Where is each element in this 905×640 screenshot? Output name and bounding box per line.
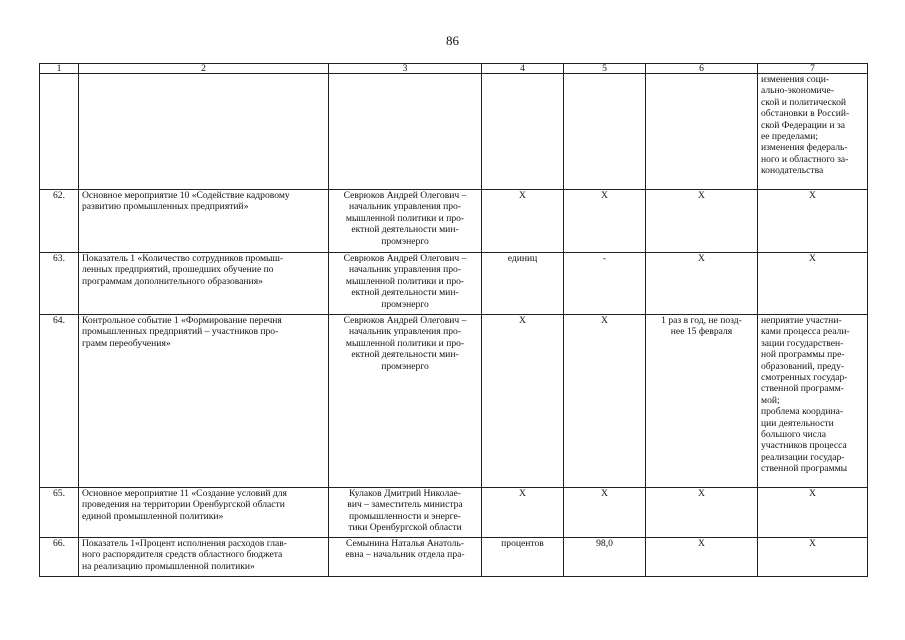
empty-cell [482,74,564,190]
empty-cell [40,74,79,190]
measure-name: Основное мероприятие 10 «Содействие кадровому развитию промышленных предприятий» [79,190,329,253]
header-cell: 3 [329,64,482,74]
unit-cell: Х [482,488,564,538]
responsible-person: Севрюков Андрей Олегович – начальник управления про- мышленной политики и про- ектной деятельности мин- промэнерго [329,190,482,253]
risks-cell: неприятие участни- ками процесса реали- зации государствен- ной программы пре- образований, преду- смотренных государ- ственной программ- мой; проблема координа- ции деятельности большого числа участников процесса реализации государ- ственной программы [758,315,868,488]
header-cell: 2 [79,64,329,74]
risks-cell: изменения соци- ально-экономиче- ской и политической обстановки в Россий- ской Федерации и за ее пределами; изменения федераль- ного и областного за- конодательства [758,74,868,190]
row-number: 65. [40,488,79,538]
deadline-cell: Х [646,190,758,253]
table-row [40,488,868,538]
table-row [40,253,868,315]
deadline-cell: Х [646,538,758,577]
responsible-person: Севрюков Андрей Олегович – начальник управления про- мышленной политики и про- ектной деятельности мин- промэнерго [329,315,482,488]
responsible-person: Семынина Наталья Анатоль- евна – начальник отдела пра- [329,538,482,577]
deadline-cell: Х [646,253,758,315]
value-cell: Х [564,190,646,253]
header-cell: 7 [758,64,868,74]
deadline-cell: 1 раз в год, не позд- нее 15 февраля [646,315,758,488]
unit-cell: Х [482,315,564,488]
row-number: 64. [40,315,79,488]
empty-cell [329,74,482,190]
table-row [40,315,868,488]
measure-name: Показатель 1 «Количество сотрудников промыш- ленных предприятий, прошедших обучение по программам дополнительного образования» [79,253,329,315]
continuation-row [40,74,868,190]
table-row [40,190,868,253]
unit-cell: единиц [482,253,564,315]
empty-cell [79,74,329,190]
table-row [40,538,868,577]
plan-table [39,63,868,577]
responsible-person: Севрюков Андрей Олегович – начальник управления про- мышленной политики и про- ектной деятельности мин- промэнерго [329,253,482,315]
measure-name: Контрольное событие 1 «Формирование перечня промышленных предприятий – участников про- грамм переобучения» [79,315,329,488]
responsible-person: Кулаков Дмитрий Николае- вич – заместитель министра промышленности и энерге- тики Оренбургской области [329,488,482,538]
measure-name: Показатель 1«Процент исполнения расходов глав- ного распорядителя средств областного бюджета на реализацию промышленной политики» [79,538,329,577]
value-cell: - [564,253,646,315]
value-cell: 98,0 [564,538,646,577]
page-number: 86 [446,33,459,48]
header-cell: 4 [482,64,564,74]
header-row [40,64,868,74]
value-cell: Х [564,488,646,538]
risks-cell: Х [758,488,868,538]
measure-name: Основное мероприятие 11 «Создание условий для проведения на территории Оренбургской области единой промышленной политики» [79,488,329,538]
row-number: 62. [40,190,79,253]
header-cell: 1 [40,64,79,74]
unit-cell: Х [482,190,564,253]
risks-cell: Х [758,538,868,577]
row-number: 63. [40,253,79,315]
deadline-cell: Х [646,488,758,538]
unit-cell: процентов [482,538,564,577]
risks-cell: Х [758,253,868,315]
value-cell: Х [564,315,646,488]
header-cell: 5 [564,64,646,74]
empty-cell [646,74,758,190]
risks-cell: Х [758,190,868,253]
row-number: 66. [40,538,79,577]
header-cell: 6 [646,64,758,74]
empty-cell [564,74,646,190]
